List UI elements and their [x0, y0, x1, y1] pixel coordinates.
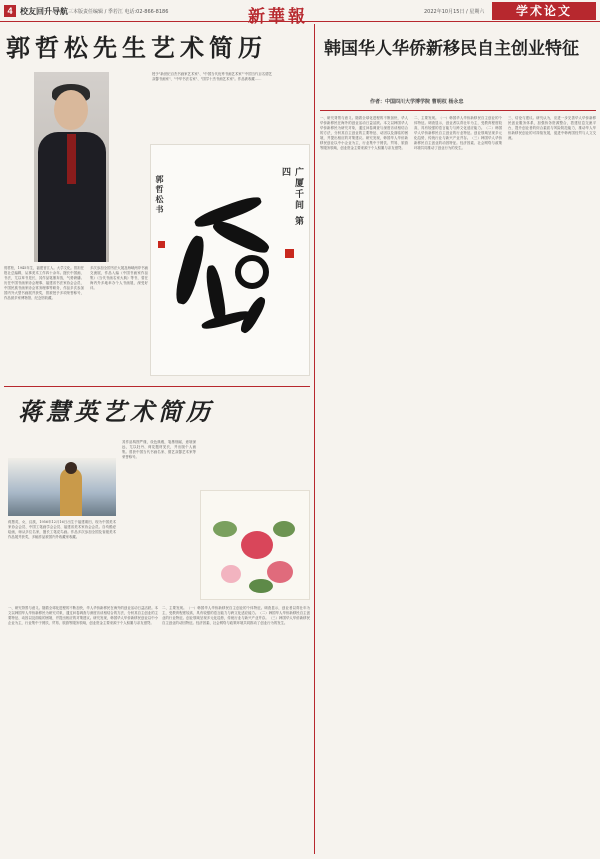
article3-authors: 作者：中国四川大学博学院 曹明权 杨永忠	[370, 99, 464, 105]
flower-painting	[200, 490, 310, 600]
article2-bio-cont: 其作品构图严谨，设色典雅，笔墨细腻，意境深远，尤以牡丹、荷花题材见长，并出版个人画集。曾获中国当代书画名家、德艺双馨艺术家等荣誉称号。	[122, 440, 196, 459]
artist-photo	[8, 458, 116, 516]
authors-divider	[320, 110, 596, 111]
section-tab: 学术论文	[492, 2, 596, 20]
page-header	[0, 0, 600, 27]
article2-title: 蒋慧英艺术简历	[18, 398, 214, 426]
article2-body-right: 二、主要发现。（一）韩国华人华侨新移民自主创业的个体特征。调查显示，创业者以青壮年为主，受教育程度较高，具有较强的语言能力与跨文化适应能力。（二）韩国华人华侨新移民自主创业的行业特征。创业领域呈现多元化趋势，传统行业与新兴产业并存。（三）韩国华人华侨新移民自主创业的动因特征。经济因素、社会网络与政策环境共同推动了创业行为的发生。	[162, 606, 310, 625]
article-divider	[4, 386, 310, 387]
seal-stamp	[285, 249, 294, 258]
article1-bio: 郭哲松，1945年生，福建晋江人。大学文化。曾担任报社总编辑，从事美术工作四十余年。擅长中国画、书法，尤以草书见长，其作品笔墨奔放，气势磅礴。历任中国书画家协会理事、福建省书法家协会会员、中国民族书画家协会常务理事等职务，作品多次参加国内外大型书画展并获奖，曾被授予多项荣誉称号，作品被多家博物馆、纪念馆收藏。	[4, 266, 84, 300]
page-number: 4	[4, 5, 16, 17]
page-section: 校友回升导航	[20, 7, 68, 16]
calligraphy-label: 广厦千间 第四	[280, 167, 303, 228]
article3-col2: 二、主要发现。（一）韩国华人华侨新移民自主创业的个体特征。调查显示，创业者以青壮年为主，受教育程度较高，具有较强的语言能力与跨文化适应能力。（二）韩国华人华侨新移民自主创业的行业特征。创业领域呈现多元化趋势，传统行业与新兴产业并存。（三）韩国华人华侨新移民自主创业的动因特征。经济因素、社会网络与政策环境共同推动了创业行为的发生。	[414, 116, 502, 150]
portrait-photo	[34, 72, 109, 262]
article3-col1: 一、研究背景与意义。随着全球化进程的不断加快，华人华侨新移民在海外的创业活动日益活跃。本文以韩国华人华侨新移民为研究对象，通过问卷调查与深度访谈相结合的方法，分析其自主创业的主要特征、动因以及面临的困境，并提出相应的对策建议。研究发现，韩国华人华侨新移民创业以中小企业为主，行业集中于餐饮、贸易、旅游等服务领域，创业资金主要来源于个人积累与亲友借贷。	[320, 116, 408, 150]
column-divider	[314, 24, 315, 854]
seal-stamp-2	[158, 241, 165, 248]
calligraphy-artwork	[150, 144, 310, 376]
masthead: 新華報	[248, 7, 308, 27]
article3-col3: 三、结论与建议。研究认为，应进一步完善华人华侨新移民创业服务体系，加强侨务资源整合，搭建信息交流平台，提升创业者的综合素质与风险防范能力，推动华人华侨新移民创业的可持续发展，促进中韩两国经贸与人文交流。	[508, 116, 596, 140]
article3-title: 韩国华人华侨新移民自主创业特征	[324, 39, 579, 59]
article1-title: 郭哲松先生艺术简历	[6, 34, 267, 62]
article2-bio: 蒋慧英，女，汉族，1956年12月16日出生于福建莆田，现为中国美术家协会会员、中国工笔画学会会员、福建省美术家协会会员。自幼酷爱绘画，师从多位名家，擅长工笔花鸟画。作品多次参加全国及省级美术作品展并获奖，多幅作品被国内外收藏家收藏。	[8, 520, 116, 539]
page-date: 2022年10月15日 / 星期六	[424, 9, 485, 15]
calligraphy-signature: 郭哲松书	[155, 175, 165, 215]
article1-bio-cont: 多次参加全国书法大展及海峡两岸书画交流展，作品入编《中国书画家作品集》《当代书画名家大典》等书，曾在海内外多地举办个人书画展，深受好评。	[90, 266, 148, 290]
page-meta: 三本版责任编辑 / 季若江 电话:02-866-8186	[68, 9, 169, 15]
article1-caption: 授予"新世纪百杰书画家艺术家"、"中国当代优秀书画艺术家""中国当代百名德艺双馨书画家"、"中华书法名家"、"国学十杰书画艺术家"。作品被收藏……	[152, 72, 272, 81]
article2-body-left: 一、研究背景与意义。随着全球化进程的不断加快，华人华侨新移民在海外的创业活动日益活跃。本文以韩国华人华侨新移民为研究对象，通过问卷调查与深度访谈相结合的方法，分析其自主创业的主要特征、动因以及面临的困境，并提出相应的对策建议。研究发现，韩国华人华侨新移民创业以中小企业为主，行业集中于餐饮、贸易、旅游等服务领域，创业资金主要来源于个人积累与亲友借贷。	[8, 606, 158, 625]
